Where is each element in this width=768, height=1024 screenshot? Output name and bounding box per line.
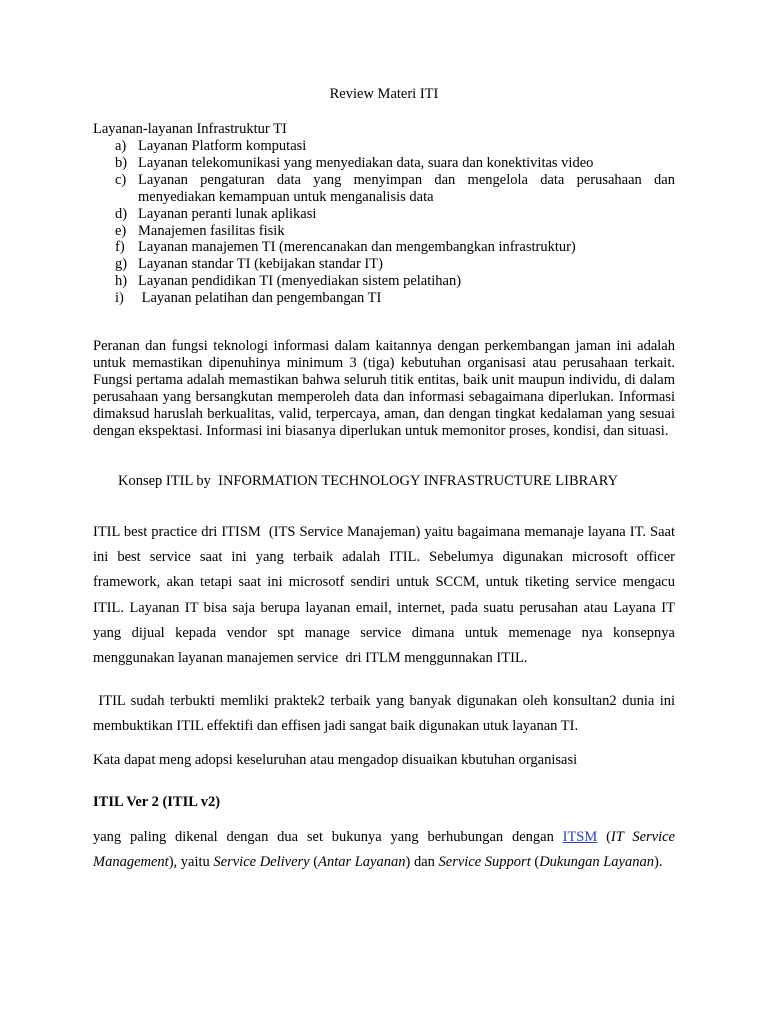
list-item-text: Layanan pengaturan data yang menyimpan dan mengelola data perusahaan dan menyediakan kemampuan untuk menganalisis data (138, 171, 675, 205)
list-item (93, 273, 675, 290)
list-item (93, 172, 675, 206)
list-item-text: Layanan pelatihan dan pengembangan TI (138, 290, 382, 307)
text-run: ( (597, 829, 611, 845)
italic-term: Service Delivery (213, 854, 310, 871)
paragraph-itil-terbukti: ITIL sudah terbukti memliki praktek2 terbaik yang banyak digunakan oleh konsultan2 dunia ini membuktikan ITIL effektifi dan effisen jadi sangat baik digunakan utuk layanan TI. (93, 693, 679, 735)
list-marker: c) (115, 171, 127, 188)
list-item-text: Layanan standar TI (kebijakan standar IT) (138, 256, 383, 273)
list-item-text: Layanan Platform komputasi (138, 138, 307, 154)
list-marker: f) (115, 239, 125, 256)
page-title: Review Materi ITI (329, 86, 439, 102)
italic-term: Antar Layanan (318, 854, 406, 871)
list-item (93, 223, 675, 240)
services-list (93, 138, 675, 307)
text-run: ( (309, 854, 319, 871)
list-marker: g) (115, 256, 128, 273)
text-run: ) dan (405, 854, 439, 871)
text-run: yang paling dikenal dengan dua set bukunya yang berhubungan dengan (93, 829, 563, 845)
list-item (93, 290, 675, 307)
list-marker: a) (115, 138, 127, 154)
text-run: ), yaitu (168, 854, 214, 871)
list-marker: e) (115, 222, 127, 239)
text-run: ( (530, 854, 540, 871)
italic-term: Service Support (438, 854, 531, 871)
paragraph-adopsi: Kata dapat meng adopsi keseluruhan atau mengadop disuaikan kbutuhan organisasi (93, 752, 578, 768)
list-item-text: Manajemen fasilitas fisik (138, 222, 285, 239)
list-item-text: Layanan pendidikan TI (menyediakan sistem pelatihan) (138, 273, 462, 290)
heading-itil-v2: ITIL Ver 2 (ITIL v2) (93, 794, 221, 810)
paragraph-itil-best-practice: ITIL best practice dri ITISM (ITS Service Manajeman) yaitu bagaimana memanaje layana IT. Saat ini best service saat ini yang terbaik adalah ITIL. Sebelumya digunakan microsoft officer framework, akan tetapi saat ini microsotf sendiri untuk SCCM, untuk tiketing service mengacu ITIL. Layanan IT bisa saja berupa layanan email, internet, pada suatu perusahan atau Layana IT yang dijual kepada vendor spt manage service dimana untuk memenage nya konsepnya menggunakan layanan manajemen service dri ITLM menggunnakan ITIL. (93, 524, 679, 667)
italic-term: Dukungan Layanan (539, 854, 654, 871)
list-item (93, 239, 675, 256)
text-run: ). (654, 854, 663, 871)
section-heading-layanan: Layanan-layanan Infrastruktur TI (93, 121, 287, 137)
list-item-text: Layanan peranti lunak aplikasi (138, 205, 317, 222)
list-item-text: Layanan manajemen TI (merencanakan dan mengembangkan infrastruktur) (138, 239, 576, 256)
konsep-itil-heading: Konsep ITIL by INFORMATION TECHNOLOGY INFRASTRUCTURE LIBRARY (118, 473, 619, 489)
paragraph-itil-v2 (93, 825, 675, 875)
list-marker: h) (115, 273, 128, 290)
itsm-link[interactable]: ITSM (562, 829, 598, 845)
paragraph-peranan: Peranan dan fungsi teknologi informasi dalam kaitannya dengan perkembangan jaman ini adalah untuk memastikan dipenuhinya minimum 3 (tiga) kebutuhan organisasi atau perusahaan terkait. Fungsi pertama adalah memastikan bahwa seluruh titik entitas, baik unit maupun individu, di dalam perusahaan yang bersangkutan memperoleh data dan informasi sebagaimana diperlukan. Informasi dimaksud haruslah berkualitas, valid, terpercaya, aman, dan dengan tingkat kedalaman yang sesuai dengan ekspektasi. Informasi ini biasanya diperlukan untuk memonitor proses, kondisi, dan situasi. (93, 338, 675, 439)
list-item (93, 138, 675, 155)
list-marker: d) (115, 205, 128, 222)
list-item (93, 206, 675, 223)
list-marker: i) (115, 290, 124, 307)
list-item-text: Layanan telekomunikasi yang menyediakan data, suara dan konektivitas video (138, 154, 594, 171)
italic-term: IT Service Management (93, 829, 675, 871)
list-item (93, 256, 675, 273)
list-marker: b) (115, 154, 128, 171)
list-item (93, 155, 675, 172)
